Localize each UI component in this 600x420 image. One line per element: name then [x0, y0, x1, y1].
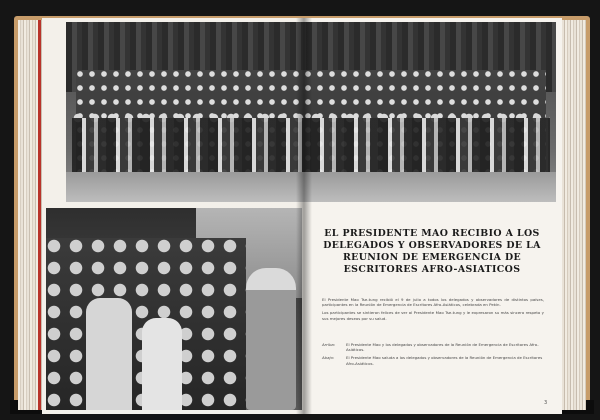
left-page-edges — [18, 20, 44, 410]
caption-label: Abajo: — [322, 355, 335, 361]
figure-white-coat — [142, 318, 182, 410]
article-body — [322, 297, 544, 324]
caption-text: El Presidente Mao y los delegados y observadores de la Reunión de Emergencia de Escritores Afro-Asiáticos. — [346, 342, 539, 353]
figure-white-suit — [86, 298, 132, 410]
body-paragraph: El Presidente Mao Tse-tung recibió el 9 de julio a todos los delegados y observadores de distintos países, participantes en la Reunión de Emergencia de Escritores Afro-Asiáticos, celebrada en Pekín. — [322, 297, 544, 308]
greeting-photo — [46, 208, 302, 410]
article-heading: EL PRESIDENTE MAO RECIBIO A LOS DELEGADOS Y OBSERVADORES DE LA REUNION DE EMERGENCIA DE ESCRITORES AFRO-ASIATICOS — [323, 228, 541, 275]
red-ribbon-line — [38, 20, 41, 410]
caption-row — [322, 355, 544, 365]
book-gutter — [296, 18, 312, 414]
caption-row — [322, 342, 544, 352]
page-number: 3 — [544, 400, 548, 406]
body-paragraph: Los participantes se sintieron felices de ver al Presidente Mao Tse-tung y le expresaron su más sincero respeto y sus mejores deseos por su salud. — [322, 310, 544, 321]
photo-captions — [322, 342, 544, 369]
caption-label: Arriba: — [322, 342, 336, 347]
standing-figure — [246, 268, 296, 410]
caption-text: El Presidente Mao saluda a los delegados y observadores de la Reunión de Emergencia de Escritores Afro-Asiáticos. — [346, 355, 543, 366]
